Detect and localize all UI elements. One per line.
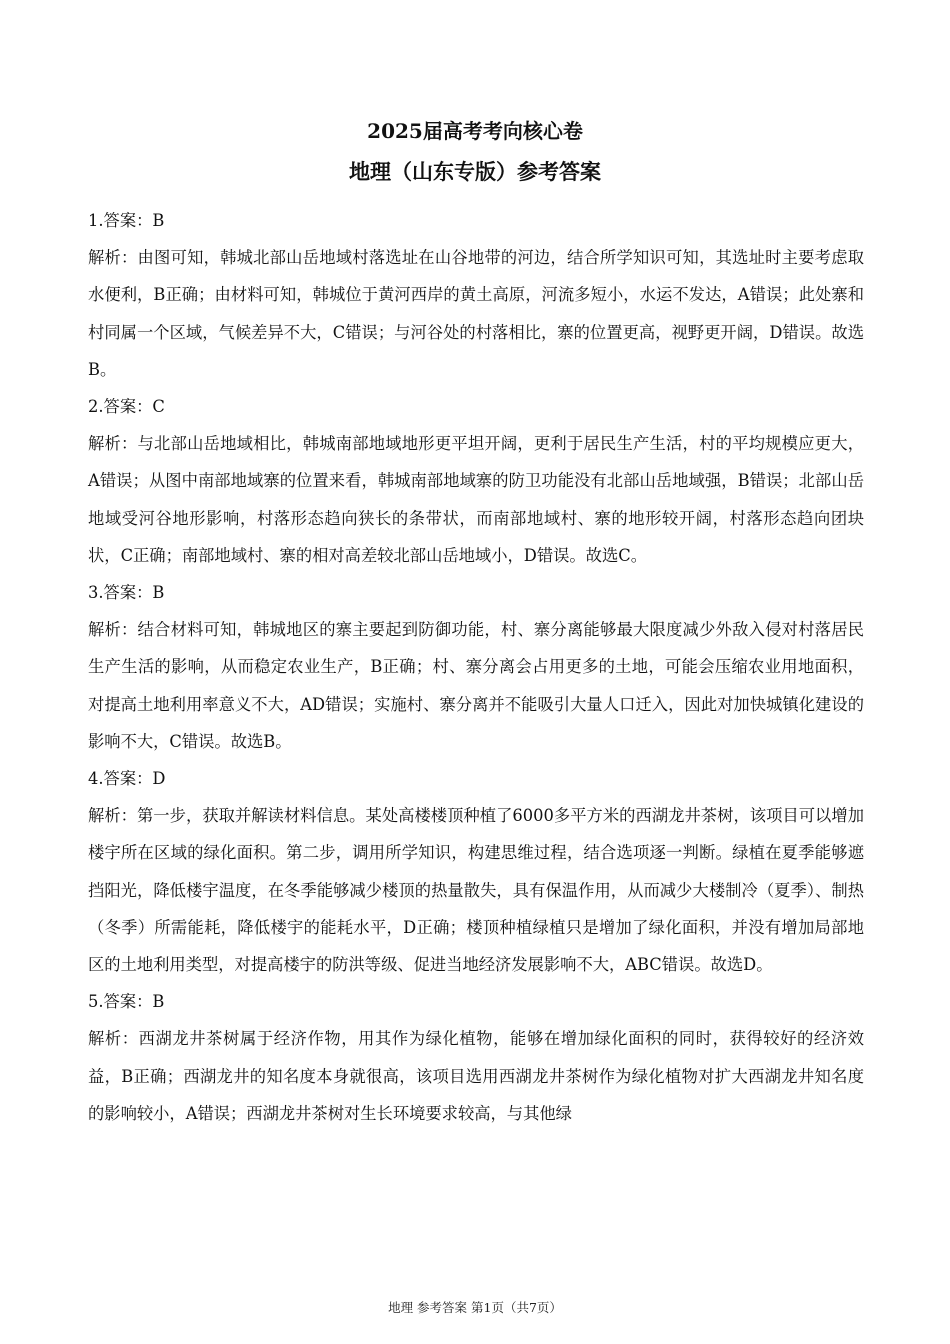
analysis-paragraph-5: 解析：西湖龙井茶树属于经济作物，用其作为绿化植物，能够在增加绿化面积的同时，获得较好的经济效益，B正确；西湖龙井的知名度本身就很高，该项目选用西湖龙井茶树作为绿化植物对扩大西湖龙井知名度的影响较小，A错误；西湖龙井茶树对生长环境要求较高，与其他绿 [88, 1029, 864, 1123]
answer-line-2: 2.答案：C [88, 397, 165, 417]
page-title: 2025届高考考向核心卷 [367, 119, 583, 143]
answer-line-5: 5.答案：B [88, 992, 165, 1012]
analysis-paragraph-2: 解析：与北部山岳地域相比，韩城南部地域地形更平坦开阔，更利于居民生产生活，村的平均规模应更大，A错误；从图中南部地域寨的位置来看，韩城南部地域寨的防卫功能没有北部山岳地域强，B错误；北部山岳地域受河谷地形影响，村落形态趋向狭长的条带状，而南部地域村、寨的地形较开阔，村落形态趋向团块状，C正确；南部地域村、寨的相对高差较北部山岳地域小，D错误。故选C。 [88, 434, 864, 565]
analysis-paragraph-4: 解析：第一步，获取并解读材料信息。某处高楼楼顶种植了6000多平方米的西湖龙井茶树，该项目可以增加楼宇所在区域的绿化面积。第二步，调用所学知识，构建思维过程，结合选项逐一判断。绿植在夏季能够遮挡阳光，降低楼宇温度，在冬季能够减少楼顶的热量散失，具有保温作用，从而减少大楼制冷（夏季）、制热（冬季）所需能耗，降低楼宇的能耗水平，D正确；楼顶种植绿植只是增加了绿化面积，并没有增加局部地区的土地利用类型，对提高楼宇的防洪等级、促进当地经济发展影响不大，ABC错误。故选D。 [88, 806, 864, 975]
answer-line-1: 1.答案：B [88, 211, 165, 230]
answer-line-4: 4.答案：D [88, 769, 166, 789]
answer-line-3: 3.答案：B [88, 583, 165, 603]
page-subtitle: 地理（山东专版）参考答案 [349, 159, 601, 184]
analysis-paragraph-3: 解析：结合材料可知，韩城地区的寨主要起到防御功能，村、寨分离能够最大限度减少外敌入侵对村落居民生产生活的影响，从而稳定农业生产，B正确；村、寨分离会占用更多的土地，可能会压缩农业用地面积，对提高土地利用率意义不大，AD错误；实施村、寨分离并不能吸引大量人口迁入，因此对加快城镇化建设的影响不大，C错误。故选B。 [88, 620, 864, 751]
page-footer: 地理 参考答案 第1页（共7页） [388, 1300, 562, 1315]
answer-content [88, 202, 864, 1132]
analysis-paragraph-1: 解析：由图可知，韩城北部山岳地域村落选址在山谷地带的河边，结合所学知识可知，其选址时主要考虑取水便利，B正确；由材料可知，韩城位于黄河西岸的黄土高原，河流多短小，水运不发达，A错误；此处寨和村同属一个区域，气候差异不大，C错误；与河谷处的村落相比，寨的位置更高，视野更开阔，D错误。故选B。 [88, 248, 864, 379]
